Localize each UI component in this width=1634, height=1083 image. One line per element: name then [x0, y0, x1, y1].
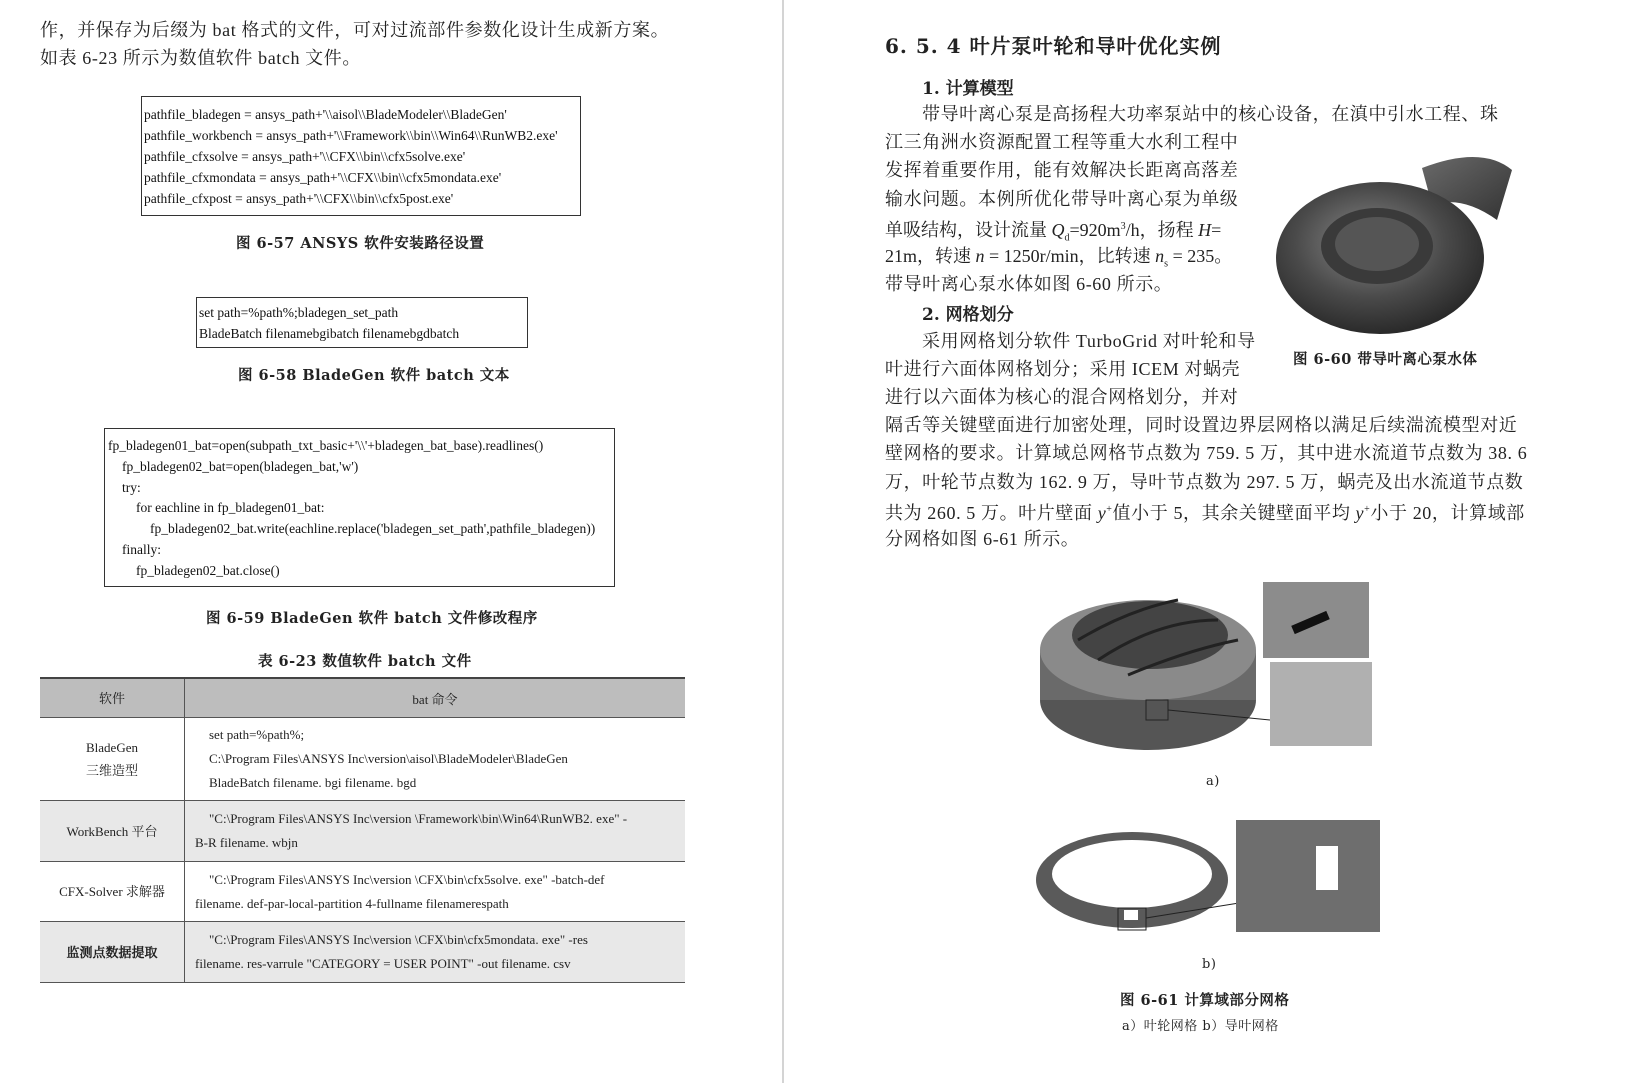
para-line: 单吸结构，设计流量 $Q_d=920m^3/h$，扬程 H= — [885, 220, 1222, 244]
table-row — [40, 922, 685, 983]
cmd-line: B-R filename. wbjn — [195, 835, 298, 850]
figure-caption: 图 6-57 ANSYS 软件安装路径设置 — [236, 235, 485, 252]
table-header-row — [40, 678, 685, 718]
para-line: 万，叶轮节点数为 162. 9 万，导叶节点数为 297. 5 万，蜗壳及出水流道节点数 — [885, 472, 1524, 492]
batch-table — [40, 677, 685, 983]
table-title: 表 6-23 数值软件 batch 文件 — [258, 653, 472, 670]
code-box-program — [104, 428, 615, 587]
code-box-bladegen — [196, 297, 528, 348]
code-line: pathfile_cfxpost = ansys_path+'\\CFX\\bin\\cfx5post.exe' — [144, 191, 454, 206]
code-line: try: — [122, 480, 141, 495]
code-line: set path=%path%;bladegen_set_path — [199, 305, 399, 320]
guide-vane-mesh-figure — [1034, 818, 1384, 938]
para-line: 壁网格的要求。计算域总网格节点数为 759. 5 万，其中进水流道节点数为 38. 6 — [885, 443, 1528, 463]
software-name: CFX-Solver 求解器 — [40, 862, 185, 922]
software-name: BladeGen — [86, 740, 138, 755]
code-line: fp_bladegen01_bat=open(subpath_txt_basic+'\\'+bladegen_bat_base).readlines() — [108, 438, 544, 453]
code-line: finally: — [122, 542, 161, 557]
cmd-line: set path=%path%; — [209, 727, 305, 742]
cmd-line: C:\Program Files\ANSYS Inc\version\aisol\BladeModeler\BladeGen — [209, 751, 568, 766]
para-line: 采用网格划分软件 TurboGrid 对叶轮和导 — [922, 331, 1256, 351]
code-line: fp_bladegen02_bat=open(bladegen_bat,'w') — [122, 459, 359, 474]
code-line: BladeBatch filenamebgibatch filenamebgdbatch — [199, 326, 460, 341]
code-line: fp_bladegen02_bat.close() — [136, 563, 280, 578]
para-line: 叶进行六面体网格划分；采用 ICEM 对蜗壳 — [885, 359, 1241, 379]
code-line: pathfile_cfxsolve = ansys_path+'\\CFX\\bin\\cfx5solve.exe' — [144, 149, 466, 164]
cmd-line: "C:\Program Files\ANSYS Inc\version \Framework\bin\Win64\RunWB2. exe" - — [209, 811, 628, 826]
figure-caption: 图 6-59 BladeGen 软件 batch 文件修改程序 — [206, 610, 538, 627]
cmd-line: filename. def-par-local-partition 4-fullname filenamerespath — [195, 895, 509, 911]
software-name: 监测点数据提取 — [40, 922, 185, 983]
code-line: fp_bladegen02_bat.write(eachline.replace('bladegen_set_path',pathfile_bladegen)) — [150, 521, 596, 536]
subsection-heading: 2. 网格划分 — [922, 305, 1014, 325]
intro-line-2: 如表 6-23 所示为数值软件 batch 文件。 — [40, 48, 361, 68]
code-line: pathfile_workbench = ansys_path+'\\Framework\\bin\\Win64\\RunWB2.exe' — [144, 128, 558, 143]
table-row — [40, 801, 685, 862]
pump-water-body-figure — [1272, 150, 1530, 340]
cmd-line: BladeBatch filename. bgi filename. bgd — [209, 775, 417, 790]
software-name: 三维造型 — [85, 763, 138, 778]
figure-caption: 图 6-60 带导叶离心泵水体 — [1293, 351, 1478, 368]
para-line: 输水问题。本例所优化带导叶离心泵为单级 — [885, 189, 1239, 209]
impeller-mesh-figure — [1038, 580, 1378, 760]
code-box-paths — [141, 96, 581, 216]
header-command: bat 命令 — [185, 678, 686, 718]
code-line: pathfile_cfxmondata = ansys_path+'\\CFX\\bin\\cfx5mondata.exe' — [144, 170, 502, 185]
figure-subcaption: a）叶轮网格 b）导叶网格 — [1122, 1019, 1279, 1034]
cmd-line: "C:\Program Files\ANSYS Inc\version \CFX\bin\cfx5solve. exe" -batch-def — [209, 871, 605, 887]
para-line: 分网格如图 6-61 所示。 — [885, 529, 1080, 549]
para-line: 江三角洲水资源配置工程等重大水利工程中 — [885, 132, 1239, 152]
para-line: 发挥着重要作用，能有效解决长距离高落差 — [885, 160, 1239, 180]
para-line: 隔舌等关键壁面进行加密处理，同时设置边界层网格以满足后续湍流模型对近 — [885, 415, 1518, 435]
para-line: 21m，转速 n = 1250r/min，比转速 $n_s = 235$。 — [885, 246, 1233, 270]
page-gutter — [782, 0, 784, 1083]
figure-caption: 图 6-61 计算域部分网格 — [1120, 992, 1290, 1009]
table-row — [40, 862, 685, 922]
subfigure-label-a: a) — [1206, 774, 1220, 789]
cmd-line: filename. res-varrule "CATEGORY = USER POINT" -out filename. csv — [195, 956, 571, 971]
para-line: 共为 260. 5 万。叶片壁面 y+值小于 5，其余关键壁面平均 y+小于 20，计算域部 — [885, 503, 1525, 523]
para-line: 进行以六面体为核心的混合网格划分，并对 — [885, 387, 1239, 407]
intro-line-1: 作，并保存为后缀为 bat 格式的文件，可对过流部件参数化设计生成新方案。 — [40, 20, 670, 40]
section-heading: 6. 5. 4 叶片泵叶轮和导叶优化实例 — [885, 34, 1222, 58]
table-row — [40, 718, 685, 801]
software-name: WorkBench 平台 — [40, 801, 185, 862]
figure-caption: 图 6-58 BladeGen 软件 batch 文本 — [238, 367, 510, 384]
header-software: 软件 — [40, 678, 185, 718]
para-line: 带导叶离心泵是高扬程大功率泵站中的核心设备，在滇中引水工程、珠 — [922, 104, 1499, 124]
para-line: 带导叶离心泵水体如图 6-60 所示。 — [885, 274, 1173, 294]
cmd-line: "C:\Program Files\ANSYS Inc\version \CFX\bin\cfx5mondata. exe" -res — [209, 932, 588, 947]
subfigure-label-b: b) — [1202, 957, 1217, 972]
subsection-heading: 1. 计算模型 — [922, 79, 1014, 99]
code-line: pathfile_bladegen = ansys_path+'\\aisol\\BladeModeler\\BladeGen' — [144, 107, 507, 122]
code-line: for eachline in fp_bladegen01_bat: — [136, 500, 325, 515]
